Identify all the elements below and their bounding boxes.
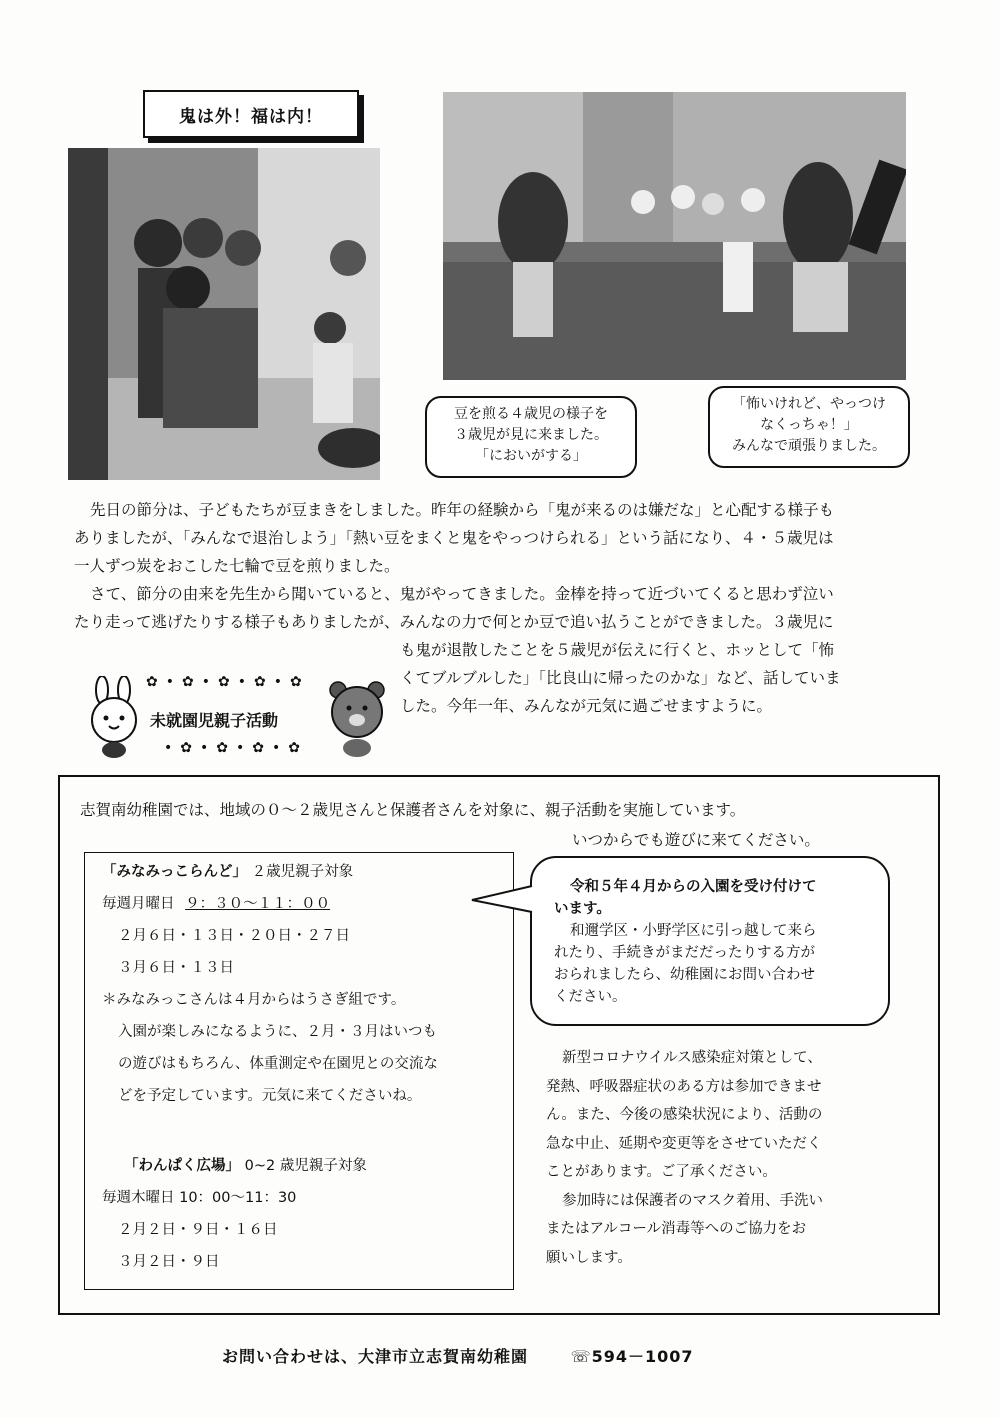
photo-oni-dance-image	[443, 92, 906, 380]
footer-contact: お問い合わせは、大津市立志賀南幼稚園	[222, 1347, 529, 1366]
paragraph-line: 一人ずつ炭をおこした七輪で豆を煎りました。	[74, 557, 400, 575]
intro-line-2: いつからでも遊びに来てください。	[572, 831, 820, 849]
admission-line-3: 和邇学区・小野学区に引っ越して来ら	[570, 923, 817, 939]
photo-children-watching-image	[68, 148, 380, 480]
minamikko-desc-3: どを予定しています。元気に来てくださいね。	[118, 1088, 422, 1104]
minamikko-section	[102, 858, 512, 1110]
bubble-left-line-1: 豆を煎る４歳児の様子を	[454, 406, 608, 422]
covid-line-4: 急な中止、延期や変更等をさせていただく	[546, 1135, 822, 1152]
minamikko-dates-mar: ３月６日・１３日	[118, 960, 234, 976]
photo-oni-dance	[443, 92, 906, 380]
admission-line-1: 令和５年４月からの入園を受け付けて	[570, 879, 817, 895]
wanpaku-dates-feb: ２月２日・９日・１６日	[118, 1222, 278, 1238]
paragraph-line: たり走って逃げたりする様子もありましたが、みんなの力で何とか豆で追い払うことができました。３歳児に	[74, 613, 834, 631]
intro-line-1: 志賀南幼稚園では、地域の０～２歳児さんと保護者さんを対象に、親子活動を実施しています。	[80, 801, 746, 819]
section-header	[84, 668, 394, 768]
covid-notice	[546, 1044, 926, 1272]
admission-line-6: ください。	[554, 989, 627, 1005]
minamikko-time: ９：３０～１１：００	[185, 896, 331, 912]
minamikko-desc-1: 入園が楽しみになるように、２月・３月はいつも	[118, 1024, 437, 1040]
paragraph-line: くてブルブルした」「比良山に帰ったのかな」など、話していま	[400, 669, 841, 687]
speech-bubble-left	[425, 396, 637, 478]
footer-phone: ☏594－1007	[570, 1347, 694, 1366]
minamikko-desc-2: の遊びはもちろん、体重測定や在園児との交流な	[118, 1056, 438, 1072]
paragraph-line: も鬼が退散したことを５歳児が伝えに行くと、ホッとして「怖	[400, 641, 835, 659]
bubble-right-line-3: みんなで頑張りました。	[732, 438, 886, 454]
paragraph-line: さて、節分の由来を先生から聞いていると、鬼がやってきました。金棒を持って近づいてくると思わず泣い	[90, 585, 834, 603]
bubble-right-line-1: 「怖いけれど、やっつけ	[732, 396, 886, 412]
flower-dots-top-icon: ✿•✿•✿•✿•✿	[146, 674, 310, 690]
footer	[222, 1344, 694, 1367]
bubble-left-line-2: ３歳児が見に来ました。	[454, 427, 608, 443]
rabbit-icon	[84, 676, 146, 758]
minamikko-target: ２歳児親子対象	[251, 864, 354, 880]
photo-children-watching	[68, 148, 380, 480]
paragraph-setsubun-continued	[400, 636, 920, 720]
covid-line-6: 参加時には保護者のマスク着用、手洗い	[562, 1192, 823, 1209]
paragraph-line: ありましたが、「みんなで退治しよう」「熱い豆をまくと鬼をやっつけられる」という話になり、４・５歳児は	[74, 529, 834, 547]
admission-line-5: おられましたら、幼稚園にお問い合わせ	[554, 967, 815, 983]
minamikko-note: ＊みなみっこさんは４月からはうさぎ組です。	[102, 992, 406, 1008]
wanpaku-target: 0~2 歳児親子対象	[244, 1158, 367, 1174]
speech-bubble-right	[708, 386, 910, 468]
covid-line-8: 願いします。	[546, 1249, 632, 1266]
flower-dots-bottom-icon: •✿•✿•✿•✿	[164, 740, 308, 756]
admission-bubble-tail-icon	[470, 880, 534, 920]
bear-icon	[324, 676, 390, 758]
wanpaku-day-time: 毎週木曜日 10：00～11：30	[102, 1190, 297, 1206]
covid-line-2: 発熱、呼吸器症状のある方は参加できませ	[546, 1078, 822, 1095]
article-title-text: 鬼は外！福は内！	[179, 106, 323, 127]
admission-line-4: れたり、手続きがまだだったりする方が	[554, 945, 815, 961]
bubble-right-line-2: なくっちゃ！」	[760, 417, 858, 433]
admission-line-2: います。	[554, 901, 611, 917]
bubble-left-line-3: 「においがする」	[475, 448, 587, 464]
article-title	[143, 90, 359, 138]
covid-line-1: 新型コロナウイルス感染症対策として、	[562, 1050, 822, 1066]
minamikko-day: 毎週月曜日	[102, 896, 175, 912]
covid-line-5: ことがあります。ご了承ください。	[546, 1164, 777, 1180]
paragraph-line: した。今年一年、みんなが元気に過ごせますように。	[400, 697, 773, 715]
wanpaku-section	[102, 1152, 512, 1276]
wanpaku-dates-mar: ３月２日・９日	[118, 1254, 220, 1270]
admission-bubble	[530, 856, 890, 1026]
paragraph-setsubun	[74, 496, 944, 636]
paragraph-line: 先日の節分は、子どもたちが豆まきをしました。昨年の経験から「鬼が来るのは嫌だな」と心配する様子も	[90, 501, 835, 519]
minamikko-dates-feb: ２月６日・１３日・２０日・２７日	[118, 928, 350, 944]
minamikko-name: 「みなみっこらんど」	[102, 864, 247, 880]
covid-line-3: ん。また、今後の感染状況により、活動の	[546, 1107, 823, 1123]
wanpaku-name: 「わんぱく広場」	[124, 1158, 240, 1174]
section-title: 未就園児親子活動	[150, 711, 279, 730]
covid-line-7: またはアルコール消毒等へのご協力をお	[546, 1221, 807, 1237]
